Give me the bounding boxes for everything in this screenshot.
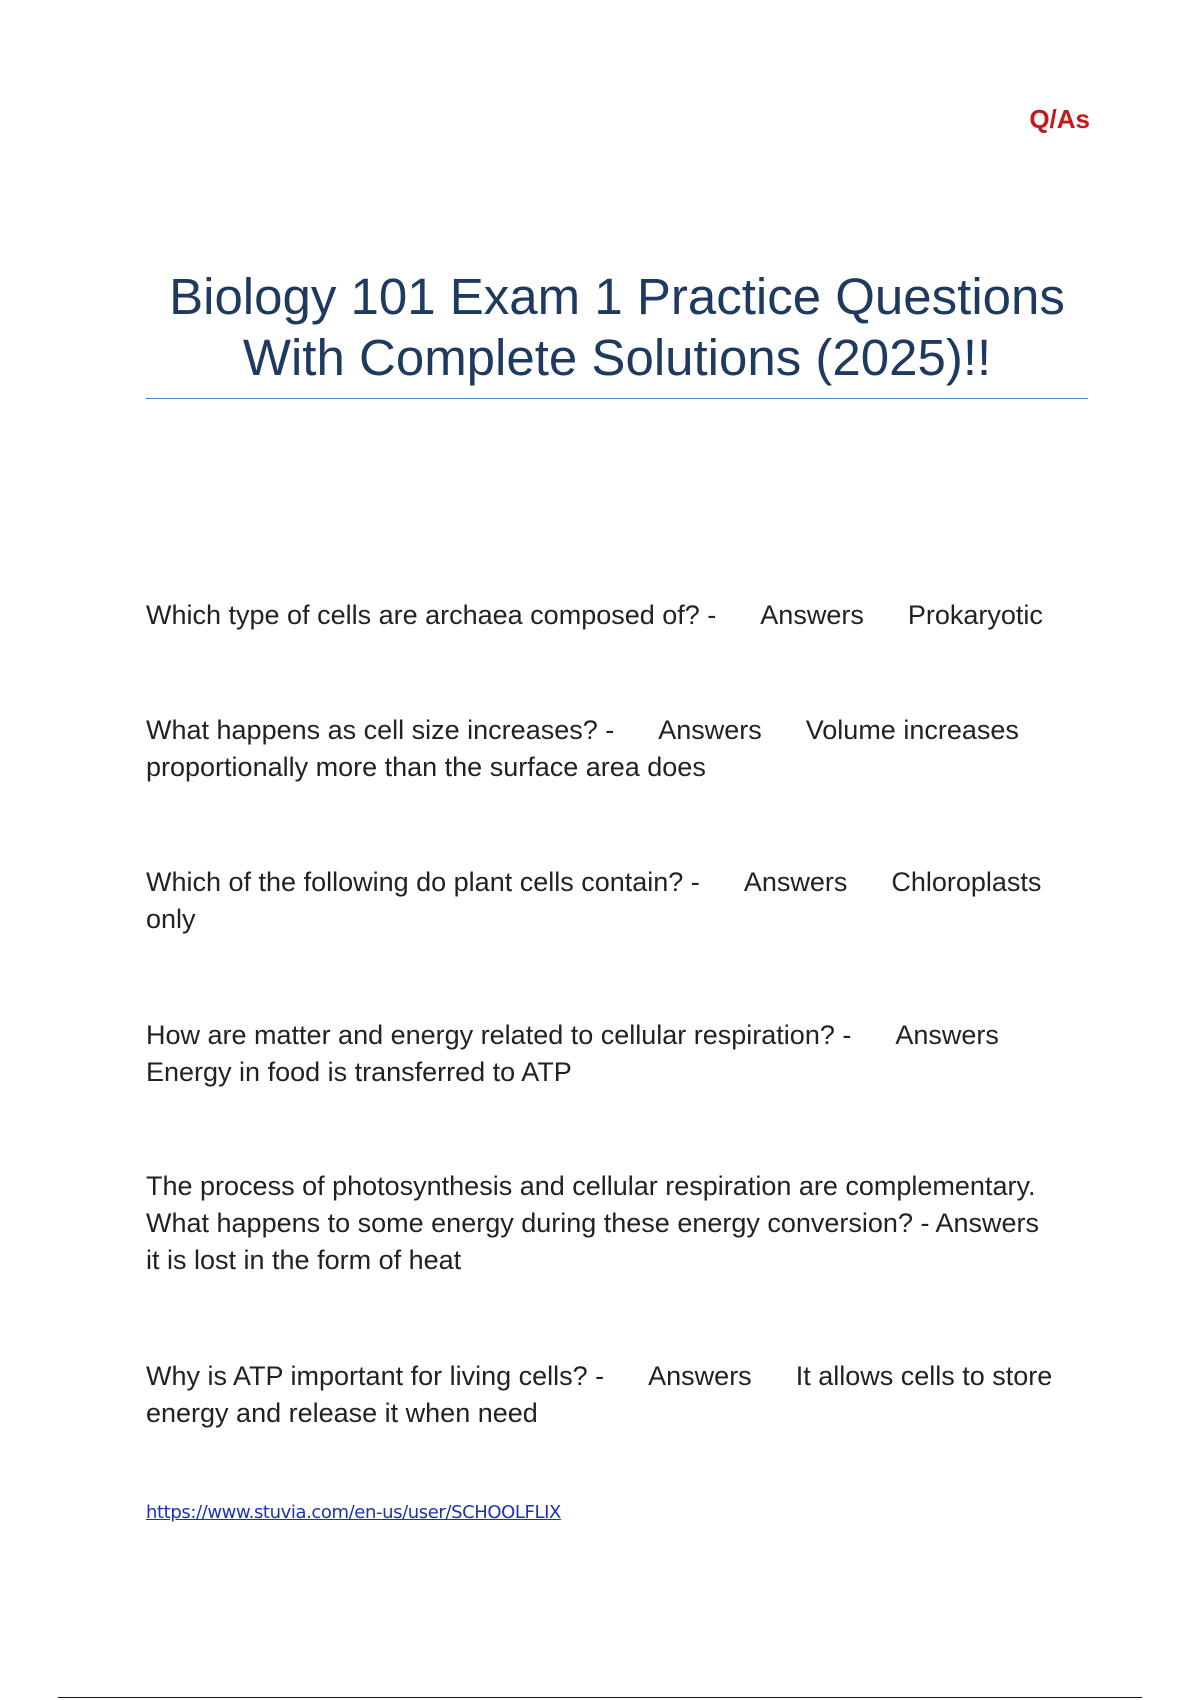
question-text: Why is ATP important for living cells? - bbox=[146, 1361, 605, 1391]
document-title bbox=[146, 266, 1088, 399]
answer-text: It allows cells to store energy and release it when need bbox=[146, 1361, 1053, 1428]
question-text: Which of the following do plant cells contain? - bbox=[146, 867, 700, 897]
footer-divider bbox=[58, 1697, 1142, 1698]
title-line-2: With Complete Solutions (2025)!! bbox=[242, 329, 992, 386]
answer-text: it is lost in the form of heat bbox=[146, 1245, 462, 1275]
answer-text: Chloroplasts only bbox=[146, 867, 1042, 934]
answers-label: Answers bbox=[760, 600, 864, 630]
qa-header-tag: Q/As bbox=[1029, 104, 1090, 134]
question-text: The process of photosynthesis and cellular respiration are complementary. What happens to some energy during these energy conversion? - bbox=[146, 1171, 1036, 1238]
answers-label: Answers bbox=[743, 867, 848, 897]
qa-item bbox=[146, 1168, 1096, 1279]
answers-label: Answers bbox=[648, 1361, 752, 1391]
qa-item bbox=[146, 712, 1076, 786]
answers-label: Answers bbox=[658, 715, 762, 745]
answers-label: Answers bbox=[895, 1020, 999, 1050]
question-text: Which type of cells are archaea composed of? - bbox=[146, 600, 717, 630]
answers-label: Answers bbox=[935, 1208, 1040, 1238]
question-text: How are matter and energy related to cellular respiration? - bbox=[146, 1020, 852, 1050]
answer-text: Prokaryotic bbox=[907, 600, 1043, 630]
answer-text: Volume increases proportionally more than the surface area does bbox=[146, 715, 1019, 782]
source-link[interactable]: https://www.stuvia.com/en-us/user/SCHOOLFLIX bbox=[146, 1502, 561, 1523]
title-line-1: Biology 101 Exam 1 Practice Questions bbox=[169, 268, 1065, 325]
qa-item bbox=[146, 864, 1096, 938]
qa-item bbox=[146, 1017, 1096, 1091]
qa-item bbox=[146, 597, 1096, 634]
answer-text: Energy in food is transferred to ATP bbox=[146, 1057, 572, 1087]
question-text: What happens as cell size increases? - bbox=[146, 715, 615, 745]
qa-item bbox=[146, 1358, 1066, 1432]
